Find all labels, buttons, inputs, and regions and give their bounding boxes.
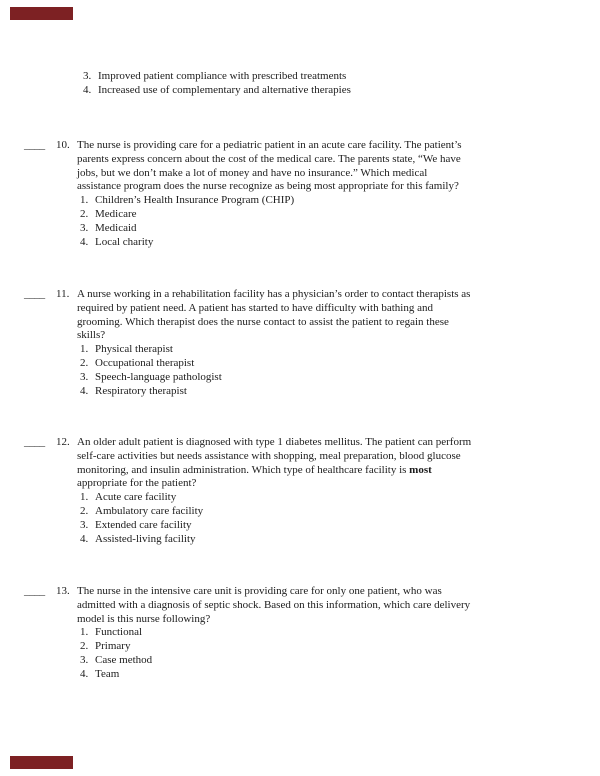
option-text: Ambulatory care facility: [95, 504, 204, 517]
stem-line: The nurse in the intensive care unit is providing care for only one patient, who was: [77, 585, 442, 597]
answer-blank-line: ____: [24, 585, 45, 597]
option-number: 3.: [80, 653, 89, 666]
answer-option: [77, 640, 560, 654]
question-block: [0, 139, 600, 249]
stem-line: admitted with a diagnosis of septic shock. Based on this information, which care delivery: [77, 598, 471, 611]
stem-line: A nurse working in a rehabilitation facility has a physician’s order to contact therapists as: [77, 288, 471, 300]
answer-option: [77, 343, 560, 357]
question-block: [0, 288, 600, 398]
stem-bold-text: most: [409, 463, 432, 476]
answer-option: [77, 208, 560, 222]
options-list: [77, 626, 560, 681]
question-body: [77, 288, 560, 398]
answer-blank-line: ____: [24, 436, 45, 448]
stem-line: The nurse is providing care for a pediatric patient in an acute care facility. The patient’s: [77, 139, 462, 151]
option-number: 2.: [80, 504, 89, 517]
option-text: Acute care facility: [95, 491, 177, 504]
option-number: 3.: [80, 221, 89, 234]
option-number: 4.: [80, 532, 89, 545]
option-text: Physical therapist: [95, 343, 173, 356]
answer-option: [77, 371, 560, 385]
question-stem: [77, 436, 560, 491]
option-number: 1.: [80, 626, 89, 639]
option-text: Extended care facility: [95, 518, 192, 531]
option-text: Increased use of complementary and alternative therapies: [98, 83, 351, 96]
stem-line: grooming. Which therapist does the nurse contact to assist the patient to regain these: [77, 315, 449, 328]
question-number: 11.: [56, 288, 70, 300]
option-number: 1.: [80, 343, 89, 356]
option-number: 2.: [80, 207, 89, 220]
stem-line: jobs, but we don’t make a lot of money and have no insurance.” Which medical: [77, 166, 428, 179]
question-number: 12.: [56, 436, 70, 448]
answer-option: [77, 654, 560, 668]
option-text: Case method: [95, 653, 153, 666]
question-body: [77, 139, 560, 249]
question-block: [0, 585, 600, 682]
options-list: [77, 194, 560, 249]
stem-line: required by patient need. A patient has started to have difficulty with bathing and: [77, 301, 433, 314]
answer-option: [77, 491, 560, 505]
question-stem: [77, 288, 560, 343]
question-body: [77, 436, 560, 546]
option-text: Primary: [95, 640, 131, 653]
answer-option: [77, 236, 560, 250]
option-text: Occupational therapist: [95, 356, 195, 369]
question-stem: [77, 585, 560, 626]
option-text: Functional: [95, 626, 143, 639]
option-number: 4.: [80, 667, 89, 680]
answer-option: [77, 385, 560, 399]
option-number: 3.: [80, 370, 89, 383]
option-number: 4.: [80, 384, 89, 397]
answer-blank-line: ____: [24, 288, 45, 300]
question-stem: [77, 139, 560, 194]
answer-option: [77, 626, 560, 640]
option-number: 2.: [80, 356, 89, 369]
question-body: [77, 585, 560, 682]
option-text: Medicaid: [95, 221, 137, 234]
option-text: Medicare: [95, 207, 137, 220]
option-text: Children’s Health Insurance Program (CHIP): [95, 194, 295, 207]
option-number: 3.: [83, 70, 92, 82]
option-text: Team: [95, 667, 120, 680]
stem-line: An older adult patient is diagnosed with type 1 diabetes mellitus. The patient can perform: [77, 436, 472, 448]
option-text: Respiratory therapist: [95, 384, 187, 397]
question-number: 13.: [56, 585, 70, 597]
option-number: 1.: [80, 491, 89, 504]
option-text: Speech-language pathologist: [95, 370, 222, 383]
option-text: Improved patient compliance with prescribed treatments: [98, 70, 347, 82]
stem-line: self-care activities but needs assistance with shopping, meal preparation, blood glucose: [77, 449, 461, 462]
option-number: 3.: [80, 518, 89, 531]
stem-line: [77, 464, 560, 478]
question-number: 10.: [56, 139, 70, 151]
answer-option: [77, 222, 560, 236]
option-number: 1.: [80, 194, 89, 207]
stem-line: skills?: [77, 329, 106, 342]
options-list: [77, 343, 560, 398]
answer-option: [77, 194, 560, 208]
stem-line: appropriate for the patient?: [77, 477, 197, 490]
answer-option: [77, 533, 560, 547]
answer-option: [77, 505, 560, 519]
stem-line: assistance program does the nurse recognize as being most appropriate for this family?: [77, 180, 459, 193]
options-list: [77, 491, 560, 546]
stem-line: parents express concern about the cost of the medical care. The parents state, “We have: [77, 152, 461, 165]
stem-text: monitoring, and insulin administration. Which type of healthcare facility is: [77, 463, 410, 476]
answer-option: [77, 519, 560, 533]
option-number: 4.: [83, 83, 92, 96]
option-text: Local charity: [95, 235, 154, 248]
question-block: [0, 436, 600, 546]
answer-option: [77, 668, 560, 682]
answer-blank-line: ____: [24, 139, 45, 151]
stem-line: model is this nurse following?: [77, 612, 211, 625]
option-number: 2.: [80, 640, 89, 653]
option-number: 4.: [80, 235, 89, 248]
answer-option: [77, 357, 560, 371]
option-text: Assisted-living facility: [95, 532, 196, 545]
